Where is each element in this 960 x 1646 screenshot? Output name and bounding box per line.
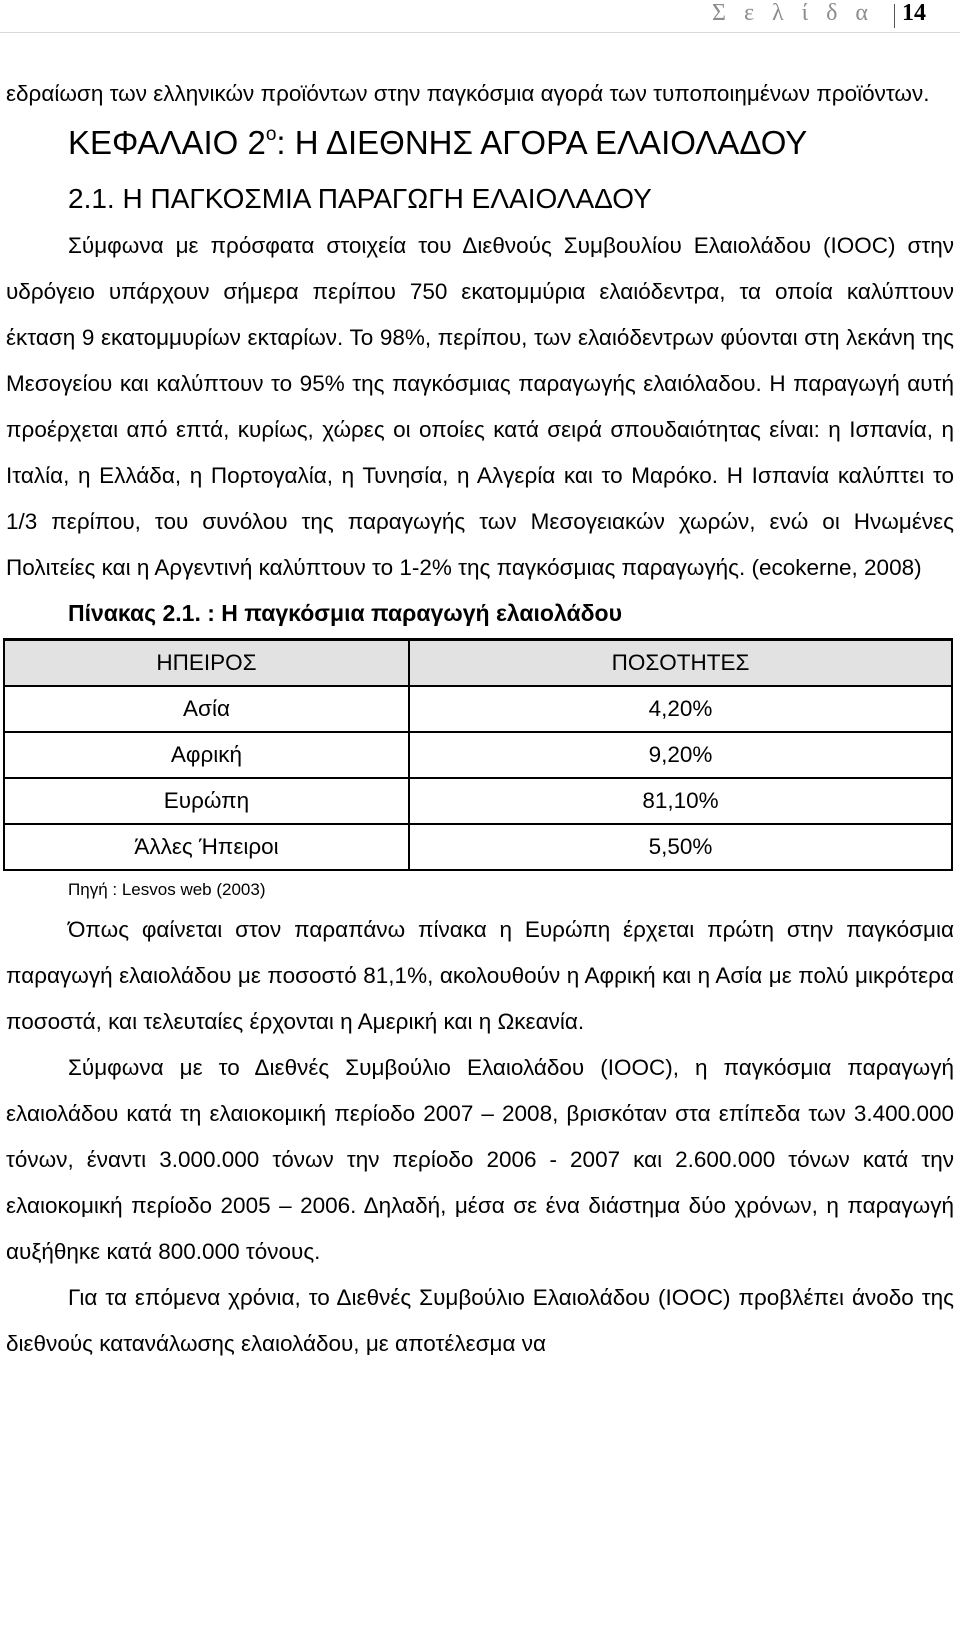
paragraph-1: Σύμφωνα με πρόσφατα στοιχεία του Διεθνούς Συμβουλίου Ελαιολάδου (IOOC) στην υδρόγειο υπάρχουν σήμερα περίπου 750 εκατομμύρια ελαιόδεντρα, τα οποία καλύπτουν έκταση 9 εκατομμυρίων εκταρίων. Το 98%, περίπου, των ελαιόδεντρων φύονται στη λεκάνη της Μεσογείου και καλύπτουν το 95% της παγκόσμιας παραγωγής ελαιόλαδου. Η παραγωγή αυτή προέρχεται από επτά, κυρίως, χώρες οι οποίες κατά σειρά σπουδαιότητας είναι: η Ισπανία, η Ιταλία, η Ελλάδα, η Πορτογαλία, η Τυνησία, η Αλγερία και το Μαρόκο. Η Ισπανία καλύπτει το 1/3 περίπου, του συνόλου της παραγωγής των Μεσογειακών χωρών, ενώ οι Ηνωμένες Πολιτείες και η Αργεντινή καλύπτουν το 1-2% της παγκόσμιας παραγωγής. (ecokerne, 2008) — [6, 233, 954, 580]
table-cell-quantity: 81,10% — [409, 778, 952, 824]
document-body — [6, 71, 954, 1367]
table-cell-continent: Αφρική — [4, 732, 409, 778]
table-cell-continent: Άλλες Ήπειροι — [4, 824, 409, 870]
page-header — [0, 0, 960, 33]
table-source: Πηγή : Lesvos web (2003) — [68, 880, 266, 899]
paragraph-2: Όπως φαίνεται στον παραπάνω πίνακα η Ευρώπη έρχεται πρώτη στην παγκόσμια παραγωγή ελαιολάδου με ποσοστό 81,1%, ακολουθούν η Αφρική και η Ασία με πολύ μικρότερα ποσοστά, και τελευταίες έρχονται η Αμερική και η Ωκεανία. — [6, 917, 954, 1034]
intro-text: εδραίωση των ελληνικών προϊόντων στην παγκόσμια αγορά των τυποποιημένων προϊόντων. — [6, 81, 930, 106]
chapter-prefix: ΚΕΦΑΛΑΙΟ 2 — [68, 124, 266, 161]
page-label: Σ ε λ ί δ α — [711, 0, 874, 26]
table-header-row — [4, 640, 952, 687]
paragraph-4: Για τα επόμενα χρόνια, το Διεθνές Συμβούλιο Ελαιολάδου (IOOC) προβλέπει άνοδο της διεθνούς κατανάλωσης ελαιολάδου, με αποτέλεσμα να — [6, 1285, 954, 1356]
section-heading: 2.1. Η ΠΑΓΚΟΣΜΙΑ ΠΑΡΑΓΩΓΗ ΕΛΑΙΟΛΑΔΟΥ — [68, 183, 652, 214]
table-cell-quantity: 4,20% — [409, 686, 952, 732]
table-caption: Πίνακας 2.1. : Η παγκόσμια παραγωγή ελαιολάδου — [68, 600, 622, 626]
table-row — [4, 686, 952, 732]
table-cell-quantity: 5,50% — [409, 824, 952, 870]
production-table — [3, 638, 953, 871]
paragraph-3: Σύμφωνα με το Διεθνές Συμβούλιο Ελαιολάδου (IOOC), η παγκόσμια παραγωγή ελαιολάδου κατά τη ελαιοκομική περίοδο 2007 – 2008, βρισκόταν στα επίπεδα των 3.400.000 τόνων, έναντι 3.000.000 τόνων την περίοδο 2006 - 2007 και 2.600.000 τόνων κατά την ελαιοκομική περίοδο 2005 – 2006. Δηλαδή, μέσα σε ένα διάστημα δύο χρόνων, η παραγωγή αυξήθηκε κατά 800.000 τόνους. — [6, 1055, 954, 1264]
header-quantities: ΠΟΣΟΤΗΤΕΣ — [409, 640, 952, 687]
chapter-suffix: : Η ΔΙΕΘΝΗΣ ΑΓΟΡΑ ΕΛΑΙΟΛΑΔΟΥ — [276, 124, 808, 161]
header-divider — [894, 4, 895, 28]
table-row — [4, 824, 952, 870]
chapter-heading — [68, 117, 954, 169]
page-number: 14 — [902, 0, 926, 26]
table-cell-continent: Ασία — [4, 686, 409, 732]
table-cell-continent: Ευρώπη — [4, 778, 409, 824]
header-continent: ΗΠΕΙΡΟΣ — [4, 640, 409, 687]
chapter-superscript: ο — [265, 124, 277, 145]
table-row — [4, 732, 952, 778]
table-cell-quantity: 9,20% — [409, 732, 952, 778]
table-row — [4, 778, 952, 824]
